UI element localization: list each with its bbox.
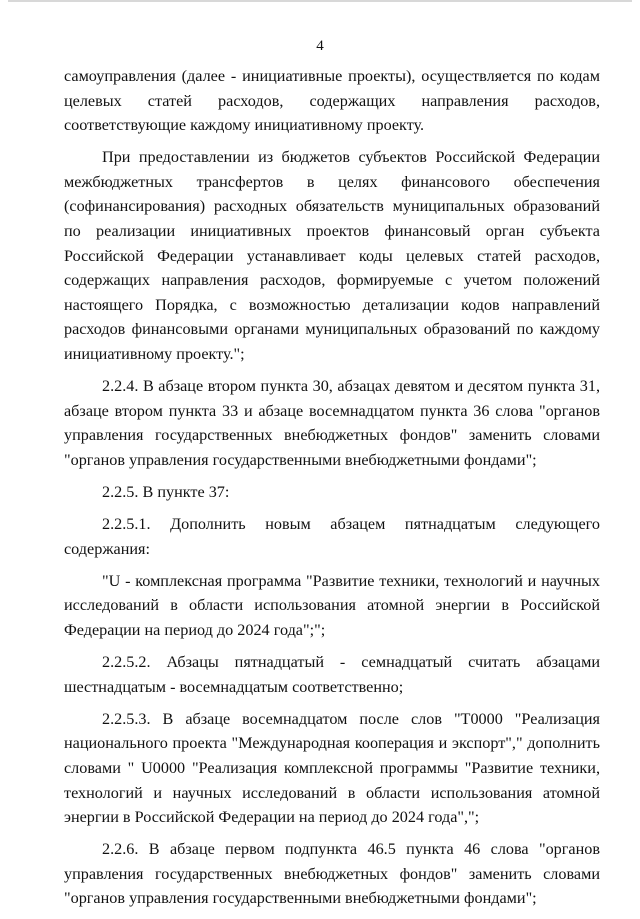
paragraph-2-2-6: 2.2.6. В абзаце первом подпункта 46.5 пункта 46 слова "органов управления государственных внебюджетных фондов" заменить словами "органов управления государственными внебюджетными фондами"; xyxy=(64,840,600,908)
paragraph-interbudget-transfers: При предоставлении из бюджетов субъектов Российской Федерации межбюджетных трансфертов в целях финансового обеспечения (софинансирования) расходных обязательств муниципальных образований по реализации инициативных проектов финансовый орган субъекта Российской Федерации устанавливает коды целевых статей расходов, содержащих направления расходов, формируемые с учетом положений настоящего Порядка, с возможностью детализации кодов направлений расходов финансовыми органами муниципальных образований по каждому инициативному проекту."; xyxy=(64,148,600,364)
paragraph-2-2-5: 2.2.5. В пункте 37: xyxy=(102,483,230,501)
paragraph-continuation: самоуправления (далее - инициативные проекты), осуществляется по кодам целевых статей расходов, содержащих направления расходов, соответствующие каждому инициативному проекту. xyxy=(64,67,600,135)
paragraph-quoted-program-u: "U - комплексная программа "Развитие техники, технологий и научных исследований в области использования атомной энергии в Российской Федерации на период до 2024 года";"; xyxy=(64,571,600,639)
paragraph-2-2-4: 2.2.4. В абзаце втором пункта 30, абзацах девятом и десятом пункта 31, абзаце втором пункта 33 и абзаце восемнадцатом пункта 36 слова "органов управления государственных внебюджетных фондов" заменить словами "органов управления государственными внебюджетными фондами"; xyxy=(64,377,600,469)
scan-top-edge xyxy=(8,0,632,2)
document-body xyxy=(64,64,600,919)
paragraph-2-2-5-2: 2.2.5.2. Абзацы пятнадцатый - семнадцатый считать абзацами шестнадцатым - восемнадцатым соответственно; xyxy=(64,653,600,696)
page-number: 4 xyxy=(316,38,324,54)
paragraph-2-2-5-1: 2.2.5.1. Дополнить новым абзацем пятнадцатым следующего содержания: xyxy=(64,515,600,558)
paragraph-2-2-5-3: 2.2.5.3. В абзаце восемнадцатом после слов "Т0000 "Реализация национального проекта "Международная кооперация и экспорт"," дополнить словами " U0000 "Реализация комплексной программы "Развитие техники, технологий и научных исследований в области использования атомной энергии в Российской Федерации на период до 2024 года","; xyxy=(64,709,600,827)
